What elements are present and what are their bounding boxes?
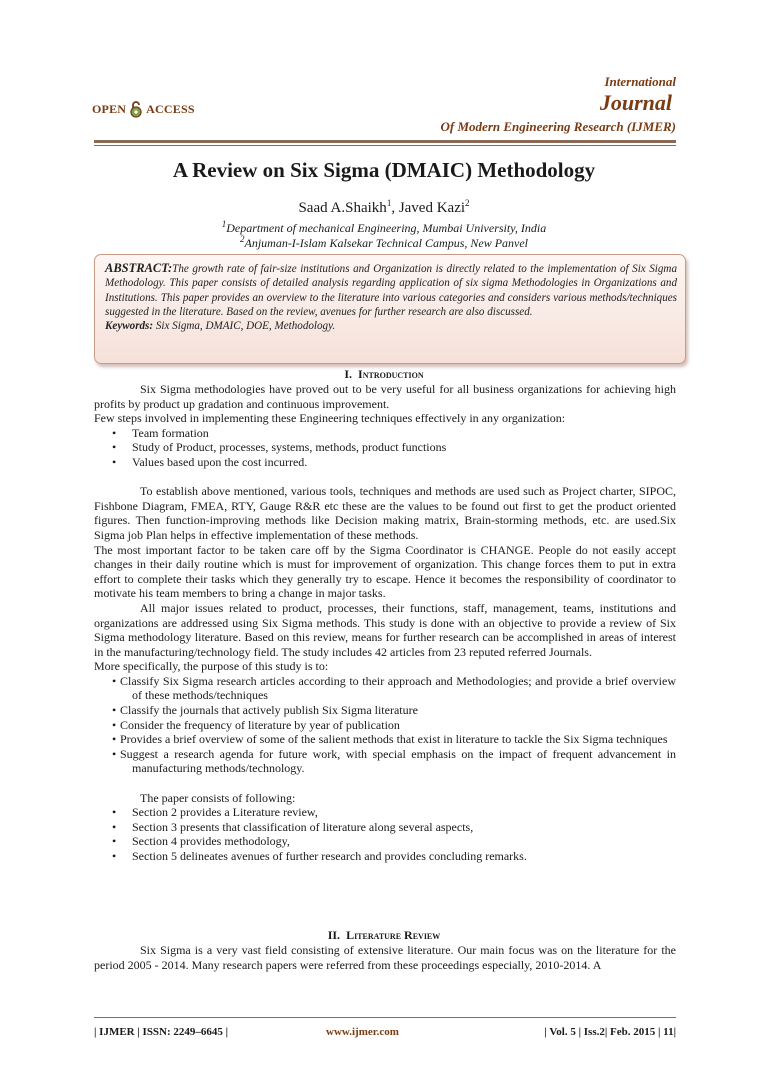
bullet-list-steps [94, 426, 676, 470]
paragraph: To establish above mentioned, various tools, techniques and methods are used such as Project charter, SIPOC, Fishbone Diagram, FMEA, RTY, Gauge R&R etc these are the values to be found out first to get the product oriented figures. Then function-improving methods like Decision making matrix, Brain-storming methods, etc. are used.Six Sigma job Plan helps in effective implementation of these methods. [94, 484, 676, 542]
paragraph: Six Sigma methodologies have proved out to be very useful for all business organizations for achieving high profits by product up gradation and continuous improvement. [94, 382, 676, 411]
section-2-heading [0, 928, 768, 943]
paragraph: The most important factor to be taken care off by the Sigma Coordinator is CHANGE. People do not easily accept changes in their daily routine which is must for improvement of organization. This change forces them to put in extra effort to complete their tasks which they generally try to escape. Hence it becomes the responsibility of coordinator to motivate his team members to bring a change in major tasks. [94, 542, 676, 601]
list-item: • Section 3 presents that classification of literature along several aspects, [94, 820, 676, 835]
section-2-body [94, 943, 676, 972]
footer-rule [94, 1017, 676, 1018]
section-2-number: II. [327, 928, 341, 942]
paragraph: Six Sigma is a very vast field consisting of extensive literature. Our main focus was on the literature for the period 2005 - 2014. Many research papers were referred from these proceedings especially, 2010-2014. A [94, 943, 676, 972]
list-item: • Suggest a research agenda for future work, with special emphasis on the impact of frequent advancement in manufacturing methods/technology. [94, 747, 676, 776]
paragraph: All major issues related to product, processes, their functions, staff, management, teams, institutions and organizations are addressed using Six Sigma methods. This study is done with an objective to provide a review of Six Sigma methodology literature. Based on this review, means for further research can be accomplished in areas of interest in the manufacturing/technology field. The study includes 42 articles from 23 reputed referred Journals. [94, 600, 676, 659]
affiliation-2 [0, 234, 768, 251]
abstract-text: The growth rate of fair-size institutions and Organization is directly related to the implementation of Six Sigma Methodology. This paper consists of detailed analysis regarding application of six sigma Methodologies in Organizations and Institutions. This paper provides an overview to the literature into various categories and considers various methods/techniques suggested in the literature. Based on the review, avenues for further research are also discussed. [105, 263, 677, 318]
list-item: • Section 2 provides a Literature review, [94, 805, 676, 820]
author-2-sup: 2 [465, 198, 470, 208]
section-1-body [94, 382, 676, 864]
open-lock-icon [129, 100, 143, 118]
list-item: • Consider the frequency of literature by year of publication [94, 718, 676, 733]
section-1-heading [0, 367, 768, 382]
list-item: • Values based upon the cost incurred. [94, 455, 676, 470]
journal-international: International [604, 74, 676, 89]
bullet-list-sections [94, 805, 676, 863]
open-access-logo [92, 100, 195, 118]
list-item: • Provides a brief overview of some of the salient methods that exist in literature to tackle the Six Sigma techniques [94, 732, 676, 747]
open-access-right: ACCESS [146, 101, 195, 116]
author-1: Saad A.Shaikh [298, 200, 387, 216]
bullet-list-purpose [94, 674, 676, 776]
paper-title: A Review on Six Sigma (DMAIC) Methodology [172, 158, 596, 182]
paragraph: More specifically, the purpose of this study is to: [94, 659, 329, 674]
journal-name: Journal [599, 90, 672, 115]
author-separator: , [391, 200, 399, 216]
list-item: • Section 4 provides methodology, [94, 834, 676, 849]
section-1-title: Introduction [358, 367, 424, 381]
author-line [0, 198, 768, 217]
affiliation-2-sup: 2 [239, 234, 245, 244]
footer-website-link[interactable]: www.ijmer.com [326, 1026, 399, 1038]
footer-issn: | IJMER | ISSN: 2249–6645 | [94, 1026, 229, 1038]
abstract-label: ABSTRACT: [105, 261, 173, 275]
keywords-label: Keywords: [105, 320, 154, 333]
footer-volume: | Vol. 5 | Iss.2| Feb. 2015 | 11| [544, 1026, 676, 1038]
list-item: • Classify the journals that actively publish Six Sigma literature [94, 703, 676, 718]
header-rule-thin [94, 145, 676, 146]
list-item: • Team formation [94, 426, 676, 441]
author-2: Javed Kazi [398, 200, 466, 216]
paragraph: The paper consists of following: [140, 790, 296, 805]
journal-subtitle: Of Modern Engineering Research (IJMER) [440, 119, 676, 134]
affiliation-1-text: Department of mechanical Engineering, Mumbai University, India [226, 221, 547, 235]
author-1-sup: 1 [386, 198, 392, 208]
section-2-title: Literature Review [346, 928, 441, 942]
paragraph: Few steps involved in implementing these Engineering techniques effectively in any organization: [94, 411, 566, 426]
affiliation-2-text: Anjuman-I-Islam Kalsekar Technical Campus, New Panvel [244, 236, 529, 250]
list-item: • Study of Product, processes, systems, methods, product functions [94, 440, 676, 455]
open-access-left: OPEN [92, 101, 127, 116]
header-rule [94, 140, 676, 143]
section-1-number: I. [344, 367, 353, 381]
abstract-box [94, 254, 686, 364]
affiliation-1-sup: 1 [221, 219, 227, 229]
list-item: • Classify Six Sigma research articles according to their approach and Methodologies; and provide a brief overview of these methods/techniques [94, 674, 676, 703]
keywords-text: Six Sigma, DMAIC, DOE, Methodology. [155, 320, 336, 333]
list-item: • Section 5 delineates avenues of further research and provides concluding remarks. [94, 849, 676, 864]
